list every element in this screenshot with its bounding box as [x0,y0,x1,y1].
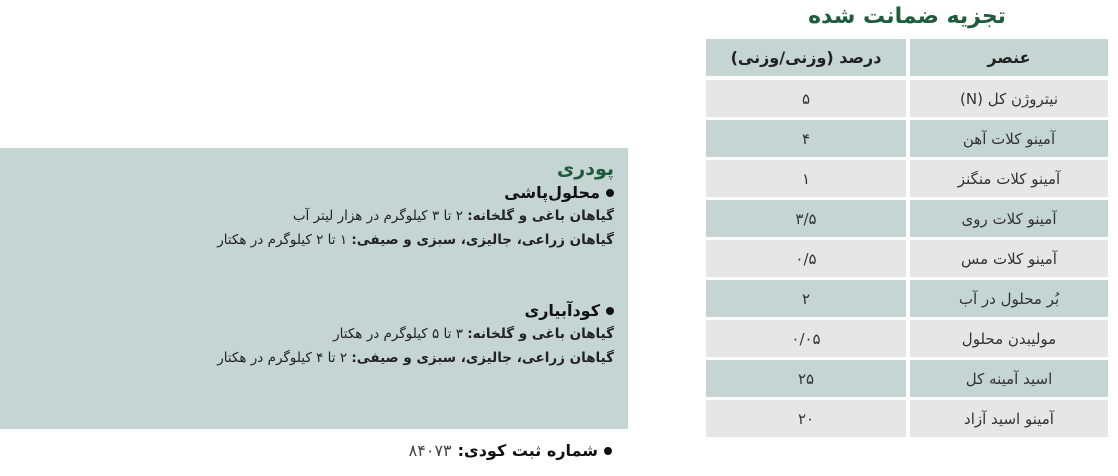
row-element: آمینو اسید آزاد [910,400,1108,437]
registration-value: ۸۴۰۷۳ [408,441,452,460]
row-value: ۰/۵ [706,240,906,277]
row-element: آمینو کلات آهن [910,120,1108,157]
spray-heading [14,182,614,204]
spray-line [14,228,614,252]
spray-line-text: ۱ تا ۲ کیلوگرم در هکتار [217,232,352,248]
fertigation-line [14,322,614,346]
table-row [706,400,1108,437]
row-value: ۲ [706,280,906,317]
analysis-title: تجزیه ضمانت شده [808,4,1006,29]
bullet-icon [606,189,614,197]
fertigation-line-label: گیاهان باغی و گلخانه: [467,326,614,342]
table-header-row [706,39,1108,76]
row-element: مولیبدن محلول [910,320,1108,357]
fertigation-section [14,300,614,370]
row-element: نیتروژن کل (N) [910,80,1108,117]
spray-line-label: گیاهان زراعی، جالیزی، سبزی و صیفی: [351,232,614,248]
registration-label: شماره ثبت کودی: [457,441,598,460]
registration-number [380,438,612,464]
usage-panel [0,148,628,429]
fertigation-line-label: گیاهان زراعی، جالیزی، سبزی و صیفی: [351,350,614,366]
table-row [706,80,1108,117]
table-row [706,280,1108,317]
bullet-icon [604,447,612,455]
table-row [706,360,1108,397]
fertigation-line-text: ۳ تا ۵ کیلوگرم در هکتار [333,326,468,342]
analysis-table [706,39,1108,440]
spray-line [14,204,614,228]
header-percent: درصد (وزنی/وزنی) [706,39,906,76]
row-value: ۱ [706,160,906,197]
row-element: آمینو کلات روی [910,200,1108,237]
table-row [706,200,1108,237]
row-element: اسید آمینه کل [910,360,1108,397]
fertigation-line-text: ۲ تا ۴ کیلوگرم در هکتار [217,350,352,366]
row-value: ۵ [706,80,906,117]
table-row [706,160,1108,197]
row-element: آمینو کلات مس [910,240,1108,277]
fertigation-line [14,346,614,370]
row-value: ۲۵ [706,360,906,397]
fertigation-heading [14,300,614,322]
table-row [706,120,1108,157]
table-row [706,320,1108,357]
table-row [706,240,1108,277]
header-element: عنصر [910,39,1108,76]
fertigation-heading-text: کودآبیاری [524,301,600,320]
row-value: ۲۰ [706,400,906,437]
row-value: ۰/۰۵ [706,320,906,357]
row-element: آمینو کلات منگنز [910,160,1108,197]
row-value: ۳/۵ [706,200,906,237]
spray-section [14,182,614,252]
powder-title: پودری [556,158,614,180]
usage-panel-content [14,148,614,370]
row-value: ۴ [706,120,906,157]
row-element: بُر محلول در آب [910,280,1108,317]
spray-heading-text: محلول‌پاشی [504,183,600,202]
spray-line-text: ۲ تا ۳ کیلوگرم در هزار لیتر آب [292,208,468,224]
bullet-icon [606,307,614,315]
spray-line-label: گیاهان باغی و گلخانه: [467,208,614,224]
